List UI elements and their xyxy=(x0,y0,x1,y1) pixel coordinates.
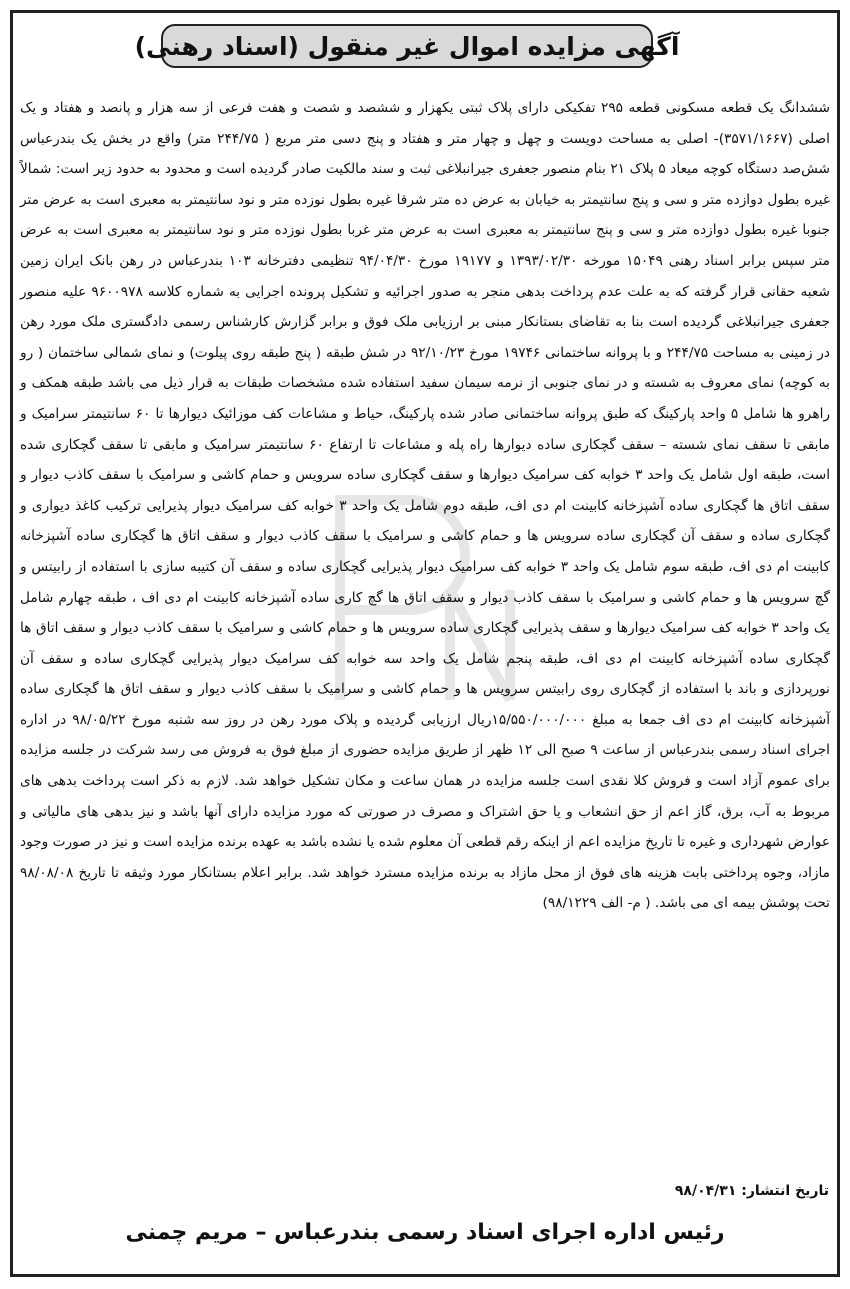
notice-title-box xyxy=(134,24,680,68)
notice-signature: رئیس اداره اجرای اسناد رسمی بندرعباس – مریم چمنی xyxy=(125,1220,725,1245)
notice-body: ششدانگ یک قطعه مسکونی قطعه ۲۹۵ تفکیکی دارای پلاک ثبتی یکهزار و ششصد و شصت و هفت فرعی از سه هزار و پانصد و هفتاد و یک اصلی (۳۵۷۱/۱۶۶۷)- اصلی به مساحت دویست و چهل و چهار متر و هفتاد و پنج دسی متر مربع ( ۲۴۴/۷۵ متر) واقع در بخش یک بندرعباس شش‌صد دستگاه کوچه میعاد ۵ پلاک ۲۱ بنام منصور جعفری جیرانبلاغی ثبت و سند مالکیت صادر گردیده است و محدود به حدود زیر است: شمالاً غیره بطول دوازده متر و سی و پنج سانتیمتر به خیابان به عرض ده متر شرقا غیره بطول نوزده متر و نود سانتیمتر به معبری است به عرض متر جنوبا غیره بطول دوازده متر و سی و پنج سانتیمتر به معبری است به عرض متر غربا بطول نوزده متر و نود سانتیمتر به معبری است به عرض متر سپس برابر اسناد رهنی ۱۵۰۴۹ مورخه ۱۳۹۳/۰۲/۳۰ و ۱۹۱۷۷ مورخ ۹۴/۰۴/۳۰ تنظیمی دفترخانه ۱۰۳ بندرعباس در رهن بانک ایران زمین شعبه حقانی قرار گرفته که به علت عدم پرداخت بدهی منجر به صدور اجرائیه و تشکیل پرونده اجرایی به شماره کلاسه ۹۶۰۰۹۷۸ علیه منصور جعفری جیرانبلاغی گردیده است بنا به تقاضای بستانکار مبنی بر ارزیابی ملک فوق و برابر گزارش کارشناس رسمی دادگستری ملک مورد رهن در زمینی به مساحت ۲۴۴/۷۵ و با پروانه ساختمانی ۱۹۷۴۶ مورخ ۹۲/۱۰/۲۳ در شش طبقه ( پنج طبقه روی پیلوت) و نمای شمالی ساختمان ( رو به کوچه) نمای معروف به شسته و در نمای جنوبی از نرمه سیمان سفید استفاده شده مشخصات طبقات به قرار ذیل می باشد طبقه همکف و راهرو ها شامل ۵ واحد پارکینگ که طبق پروانه ساختمانی صادر شده پارکینگ، حیاط و مشاعات کف موزائیک دیوارها تا ۶۰ سانتیمتر سرامیک و مابقی تا سقف نمای شسته – سقف گچکاری ساده دیوارها راه پله و مشاعات تا ارتفاع ۶۰ سانتیمتر سرامیک و مابقی تا سقف گچکاری شده است، طبقه اول شامل یک واحد ۳ خوابه کف سرامیک دیوارها و سقف گچکاری ساده سرویس و حمام کاشی و سرامیک با سقف کاذب دیوار و سقف اتاق ها گچکاری ساده آشپزخانه کابینت ام دی اف، طبقه دوم شامل یک واحد ۳ خوابه کف سرامیک دیوار پذیرایی ترکیب کاغذ دیواری و گچکاری ساده و سقف آن گچکاری ساده سرویس ها و حمام کاشی و سرامیک با سقف کاذب دیوار و سقف اتاق ها گچکاری ساده آشپزخانه کابینت ام دی اف، طبقه سوم شامل یک واحد ۳ خوابه کف سرامیک دیوار پذیرایی گچکاری ساده و سقف آن کتیبه سازی با استفاده از رابیتس و گچ سرویس ها و حمام کاشی و سرامیک با سقف کاذب دیوار و سقف اتاق ها گچ کاری ساده آشپزخانه کابینت ام دی اف ، طبقه چهارم شامل یک واحد ۳ خوابه کف سرامیک دیوارها و سقف پذیرایی گچکاری ساده سرویس ها و حمام کاشی و سرامیک با سقف کاذب دیوار و سقف اتاق ها گچکاری ساده آشپزخانه کابینت ام دی اف، طبقه پنجم شامل یک واحد سه خوابه کف سرامیک دیوار پذیرایی گچکاری ساده و سقف آن نورپردازی و باند با استفاده از گچکاری روی رابیتس سرویس ها و حمام کاشی و سرامیک با سقف کاذب دیوار و سقف اتاق ها گچکاری ساده آشپزخانه کابینت ام دی اف جمعا به مبلغ ۱۵/۵۵۰/۰۰۰/۰۰۰ریال ارزیابی گردیده و پلاک مورد رهن در روز سه شنبه مورخ ۹۸/۰۵/۲۲ در اداره اجرای اسناد رسمی بندرعباس از ساعت ۹ صبح الی ۱۲ ظهر از طریق مزایده حضوری از مبلغ فوق به فروش می رسد شرکت در جلسه مزایده برای عموم آزاد است و فروش کلا نقدی است جلسه مزایده در همان ساعت و مکان تشکیل خواهد شد. لازم به ذکر است پرداخت بدهی های مربوط به آب، برق، گاز اعم از حق انشعاب و یا حق اشتراک و مصرف در صورتی که مورد مزایده دارای آنها باشد و نیز بدهی های مالیاتی و عوارض شهرداری و غیره تا تاریخ مزایده اعم از اینکه رقم قطعی آن معلوم شده یا نشده باشد به عهده برنده مزایده است و نیز در صورت وجود مازاد، وجوه پرداختی بابت هزینه های فوق از محل مازاد به برنده مزایده مسترد خواهد شد. برابر اعلام بستانکار مورد وثیقه تا تاریخ ۹۸/۰۸/۰۸ تحت پوشش بیمه ای می باشد. ( م- الف ۹۸/۱۲۲۹) xyxy=(20,100,831,912)
notice-title: آگهی مزایده اموال غیر منقول (اسناد رهنی) xyxy=(134,31,680,61)
publication-date: تاریخ انتشار: ۹۸/۰۴/۳۱ xyxy=(674,1183,829,1199)
